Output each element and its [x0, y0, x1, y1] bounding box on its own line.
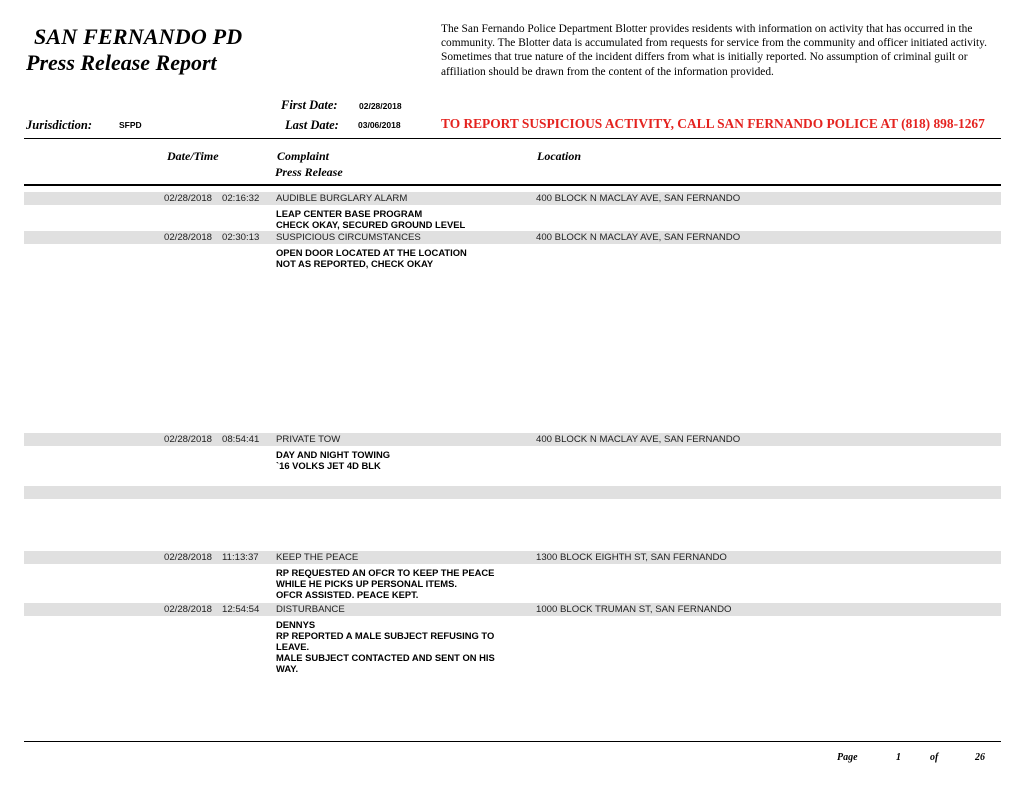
row-location: 1000 BLOCK TRUMAN ST, SAN FERNANDO [536, 604, 732, 615]
row-date: 02/28/2018 [164, 434, 213, 445]
column-header-datetime: Date/Time [167, 149, 219, 163]
row-time: 12:54:54 [222, 604, 260, 615]
row-date: 02/28/2018 [164, 193, 213, 204]
last-date-label: Last Date: [285, 118, 339, 132]
page-of-label: of [930, 752, 939, 763]
row-time: 11:13:37 [222, 552, 259, 563]
column-header-divider [24, 184, 1001, 186]
footer-divider [24, 741, 1001, 742]
row-date: 02/28/2018 [164, 604, 213, 615]
row-date: 02/28/2018 [164, 552, 213, 563]
page-number: 1 [896, 752, 901, 763]
row-press-release: LEAP CENTER BASE PROGRAM CHECK OKAY, SECURED GROUND LEVEL [276, 208, 466, 230]
row-complaint: SUSPICIOUS CIRCUMSTANCES [276, 232, 421, 243]
row-complaint: PRIVATE TOW [276, 434, 341, 445]
row-complaint: AUDIBLE BURGLARY ALARM [276, 193, 408, 204]
row-press-release: OPEN DOOR LOCATED AT THE LOCATION NOT AS REPORTED, CHECK OKAY [276, 247, 467, 269]
header-divider [24, 138, 1001, 139]
jurisdiction-label: Jurisdiction: [26, 118, 92, 132]
row-time: 08:54:41 [222, 434, 260, 445]
row-time: 02:30:13 [222, 232, 260, 243]
disclaimer-text: The San Fernando Police Department Blotter provides residents with information on activity that has occurred in the community. The Blotter data is accumulated from requests for service from the community and officer initiated activity. Sometimes that true nature of the incident differs from what is initially reported. No assumption of criminal guilt or affiliation should be drawn from the content of the information provided. [441, 23, 987, 78]
row-time: 02:16:32 [222, 193, 260, 204]
last-date-value: 03/06/2018 [358, 120, 401, 130]
report-activity-notice: TO REPORT SUSPICIOUS ACTIVITY, CALL SAN FERNANDO POLICE AT (818) 898-1267 [441, 116, 985, 131]
row-press-release: DENNYS RP REPORTED A MALE SUBJECT REFUSING TO LEAVE. MALE SUBJECT CONTACTED AND SENT ON HIS WAY. [276, 619, 495, 674]
row-location: 1300 BLOCK EIGHTH ST, SAN FERNANDO [536, 552, 727, 563]
agency-name: SAN FERNANDO PD [34, 24, 243, 49]
jurisdiction-value: SFPD [119, 120, 142, 130]
first-date-value: 02/28/2018 [359, 101, 402, 111]
page-label: Page [837, 752, 858, 763]
page-total: 26 [975, 752, 985, 763]
row-location: 400 BLOCK N MACLAY AVE, SAN FERNANDO [536, 232, 741, 243]
row-location: 400 BLOCK N MACLAY AVE, SAN FERNANDO [536, 193, 741, 204]
first-date-label: First Date: [281, 98, 338, 112]
row-press-release: RP REQUESTED AN OFCR TO KEEP THE PEACE WHILE HE PICKS UP PERSONAL ITEMS. OFCR ASSISTED. PEACE KEPT. [276, 567, 495, 600]
row-complaint: DISTURBANCE [276, 604, 345, 615]
row-location: 400 BLOCK N MACLAY AVE, SAN FERNANDO [536, 434, 741, 445]
row-date: 02/28/2018 [164, 232, 213, 243]
column-header-press-release: Press Release [275, 165, 343, 179]
report-title: Press Release Report [26, 50, 217, 75]
table-row-band-empty [24, 486, 1001, 499]
column-header-location: Location [537, 149, 581, 163]
column-header-complaint: Complaint [277, 149, 330, 163]
row-complaint: KEEP THE PEACE [276, 552, 359, 563]
row-press-release: DAY AND NIGHT TOWING `16 VOLKS JET 4D BLK [276, 449, 391, 471]
